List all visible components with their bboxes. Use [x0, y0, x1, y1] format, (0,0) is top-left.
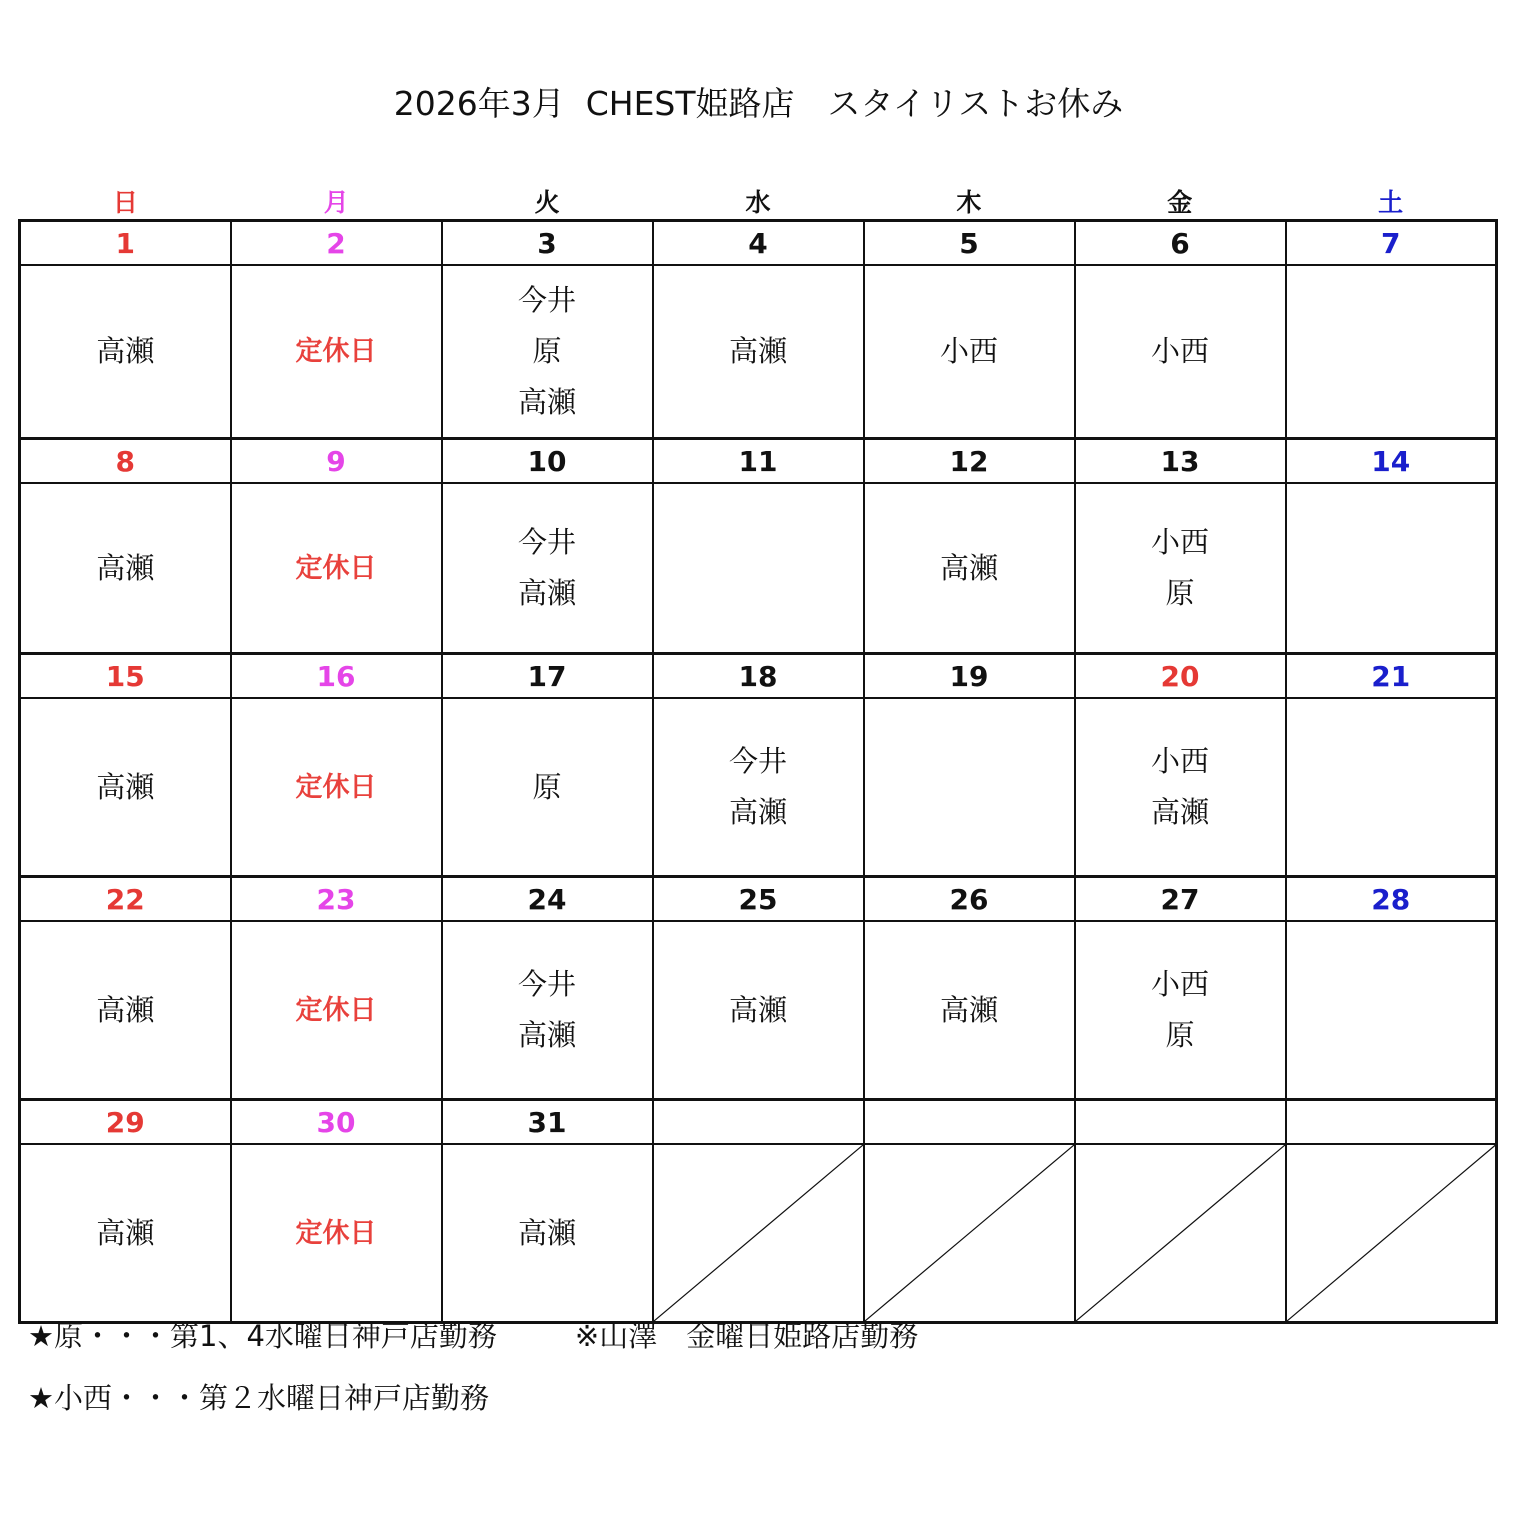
date-cell [1286, 1100, 1497, 1145]
blank-cell [653, 1144, 864, 1323]
date-cell [1075, 1100, 1286, 1145]
staff-off-cell [442, 698, 653, 877]
weekday-label: 金 [1167, 188, 1193, 217]
staff-off-cell [442, 265, 653, 439]
staff-name: 原 [1165, 576, 1195, 610]
date-cell: 30 [231, 1100, 442, 1145]
weekday-label: 火 [534, 188, 560, 217]
date-row [20, 439, 1497, 484]
closed-day-label: 定休日 [231, 1144, 442, 1323]
weekday-header [20, 186, 1496, 220]
staff-off-cell [1075, 265, 1286, 439]
date-cell: 12 [864, 439, 1075, 484]
date-cell [864, 1100, 1075, 1145]
note-hara: ★原・・・第1、4水曜日神戸店勤務 [28, 1319, 497, 1353]
staff-name: 高瀬 [517, 385, 576, 419]
staff-off-cell [20, 1144, 231, 1323]
date-cell: 1 [20, 221, 231, 266]
date-row [20, 654, 1497, 699]
closed-day-label: 定休日 [231, 921, 442, 1100]
staff-off-cell [20, 265, 231, 439]
date-cell: 19 [864, 654, 1075, 699]
staff-off-cell [653, 483, 864, 654]
closed-day-label: 定休日 [231, 483, 442, 654]
staff-name: 高瀬 [939, 550, 998, 585]
weekday-label: 月 [323, 188, 349, 217]
staff-off-cell [864, 698, 1075, 877]
staff-name: 小西 [939, 334, 998, 368]
staff-name: 高瀬 [939, 992, 998, 1027]
staff-off-cell [1286, 921, 1497, 1100]
weekday-label: 土 [1378, 188, 1404, 217]
staff-off-cell [1286, 698, 1497, 877]
date-cell: 18 [653, 654, 864, 699]
date-cell: 31 [442, 1100, 653, 1145]
staff-name: 高瀬 [728, 992, 787, 1027]
staff-row [20, 1144, 1497, 1323]
weekday-label: 日 [112, 188, 138, 217]
staff-name: 原 [1165, 1018, 1195, 1052]
page-title: 2026年3月 CHEST姫路店 スタイリストお休み [393, 84, 1124, 123]
weekday-label: 木 [956, 188, 982, 217]
staff-off-cell [1075, 483, 1286, 654]
date-cell: 6 [1075, 221, 1286, 266]
staff-name: 小西 [1150, 967, 1209, 1001]
date-cell: 9 [231, 439, 442, 484]
staff-off-cell [653, 698, 864, 877]
date-cell: 27 [1075, 877, 1286, 922]
staff-row [20, 698, 1497, 877]
staff-off-cell [442, 1144, 653, 1323]
blank-cell [1286, 1144, 1497, 1323]
date-cell: 25 [653, 877, 864, 922]
date-cell: 2 [231, 221, 442, 266]
staff-name: 高瀬 [517, 576, 576, 610]
staff-off-cell [653, 921, 864, 1100]
staff-row [20, 483, 1497, 654]
date-cell: 21 [1286, 654, 1497, 699]
staff-off-cell [442, 921, 653, 1100]
closed-day-label: 定休日 [231, 698, 442, 877]
staff-name: 今井 [728, 744, 787, 778]
weekday-label: 水 [745, 188, 771, 217]
date-cell: 23 [231, 877, 442, 922]
staff-name: 高瀬 [96, 1215, 155, 1250]
staff-off-cell [1075, 921, 1286, 1100]
blank-cell-slash [865, 1145, 1074, 1321]
blank-cell-slash [1076, 1145, 1285, 1321]
date-cell: 11 [653, 439, 864, 484]
staff-off-cell [653, 265, 864, 439]
staff-off-cell [864, 265, 1075, 439]
staff-name: 原 [532, 769, 562, 804]
staff-name: 高瀬 [517, 1018, 576, 1052]
date-row [20, 877, 1497, 922]
staff-name: 高瀬 [728, 334, 787, 368]
note-row-2 [28, 1374, 1488, 1436]
staff-name: 今井 [517, 525, 576, 559]
staff-off-cell [864, 483, 1075, 654]
staff-name: 高瀬 [728, 795, 787, 829]
note-row-1 [28, 1312, 1488, 1374]
staff-name: 高瀬 [96, 334, 155, 368]
date-cell: 4 [653, 221, 864, 266]
date-cell: 3 [442, 221, 653, 266]
staff-name: 今井 [517, 283, 576, 317]
staff-name: 高瀬 [517, 1215, 576, 1250]
staff-row [20, 265, 1497, 439]
blank-cell [864, 1144, 1075, 1323]
staff-off-cell [864, 921, 1075, 1100]
staff-off-cell [1286, 265, 1497, 439]
blank-cell [1075, 1144, 1286, 1323]
date-cell: 10 [442, 439, 653, 484]
date-cell: 13 [1075, 439, 1286, 484]
staff-off-cell [442, 483, 653, 654]
staff-off-cell [20, 483, 231, 654]
staff-off-cell [1286, 483, 1497, 654]
date-cell: 28 [1286, 877, 1497, 922]
date-cell: 17 [442, 654, 653, 699]
blank-cell-slash [1287, 1145, 1496, 1321]
date-cell: 14 [1286, 439, 1497, 484]
date-row [20, 221, 1497, 266]
date-cell [653, 1100, 864, 1145]
date-cell: 29 [20, 1100, 231, 1145]
calendar-grid [18, 219, 1498, 1324]
date-cell: 7 [1286, 221, 1497, 266]
closed-day-label: 定休日 [231, 265, 442, 439]
date-cell: 15 [20, 654, 231, 699]
date-cell: 22 [20, 877, 231, 922]
staff-name: 原 [532, 334, 562, 368]
date-cell: 16 [231, 654, 442, 699]
staff-name: 小西 [1150, 334, 1209, 368]
staff-name: 高瀬 [96, 769, 155, 804]
staff-off-cell [1075, 698, 1286, 877]
staff-row [20, 921, 1497, 1100]
staff-name: 高瀬 [96, 992, 155, 1027]
date-cell: 8 [20, 439, 231, 484]
notes [28, 1312, 1488, 1436]
staff-off-cell [20, 921, 231, 1100]
staff-name: 高瀬 [1150, 795, 1209, 829]
date-cell: 20 [1075, 654, 1286, 699]
date-cell: 26 [864, 877, 1075, 922]
staff-name: 高瀬 [96, 550, 155, 585]
note-konishi: ★小西・・・第２水曜日神戸店勤務 [28, 1381, 489, 1415]
staff-off-cell [20, 698, 231, 877]
staff-name: 小西 [1150, 525, 1209, 559]
blank-cell-slash [654, 1145, 863, 1321]
date-row [20, 1100, 1497, 1145]
staff-name: 小西 [1150, 744, 1209, 778]
date-cell: 5 [864, 221, 1075, 266]
staff-name: 今井 [517, 967, 576, 1001]
note-yamazawa: ※山澤 金曜日姫路店勤務 [574, 1319, 919, 1353]
date-cell: 24 [442, 877, 653, 922]
